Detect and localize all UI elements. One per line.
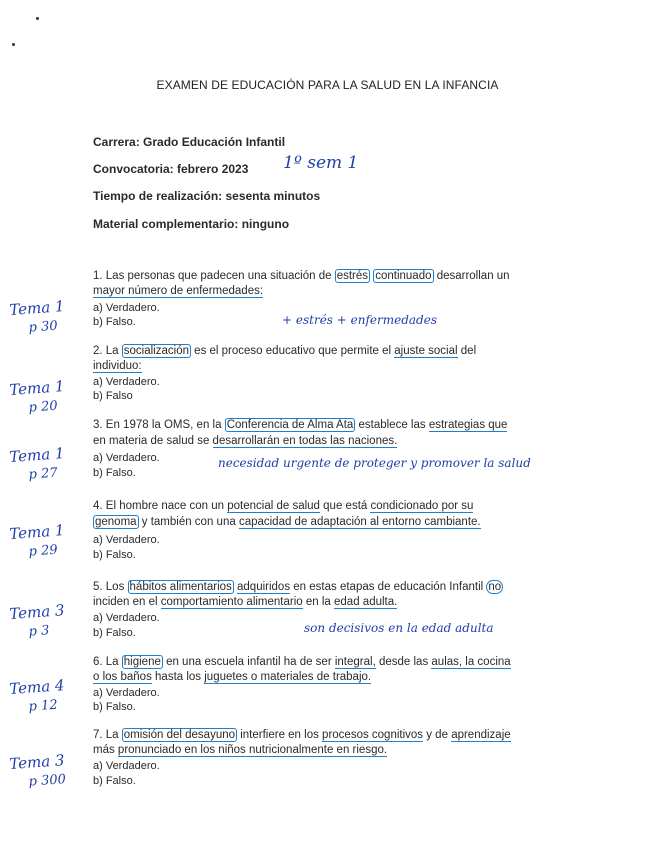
question-1-line-2: mayor número de enfermedades: (93, 285, 264, 297)
question-2-option-a[interactable]: a) Verdadero. (93, 376, 160, 388)
question-1-line-1: 1. Las personas que padecen una situación de estrés continuado desarrollan un (93, 270, 510, 282)
handwritten-note-q1: + estrés + enfermedades (282, 313, 437, 327)
highlight-habitos: hábitos alimentarios (129, 581, 232, 593)
question-5-option-a[interactable]: a) Verdadero. (93, 612, 160, 624)
question-4-option-b[interactable]: b) Falso. (93, 549, 136, 561)
exam-title: EXAMEN DE EDUCACIÓN PARA LA SALUD EN LA INFANCIA (156, 78, 499, 92)
handwritten-note-q5: son decisivos en la edad adulta (304, 621, 494, 635)
question-6-line-2: o los baños hasta los juguetes o materiales de trabajo. (93, 671, 372, 683)
question-3-line-1: 3. En 1978 la OMS, en la Conferencia de Alma Ata establece las estrategias que (93, 419, 508, 431)
highlight-estres: estrés (336, 270, 369, 282)
meta-carrera: Carrera: Grado Educación Infantil (93, 135, 286, 149)
question-7-option-b[interactable]: b) Falso. (93, 775, 136, 787)
question-7-option-a[interactable]: a) Verdadero. (93, 760, 160, 772)
question-4-option-a[interactable]: a) Verdadero. (93, 534, 160, 546)
question-1-option-a[interactable]: a) Verdadero. (93, 302, 160, 314)
question-7-line-1: 7. La omisión del desayuno interfiere en los procesos cognitivos y de aprendizaje (93, 729, 511, 741)
highlight-alma-ata: Conferencia de Alma Ata (226, 419, 354, 431)
scan-speck (12, 43, 15, 46)
highlight-socializacion: socialización (123, 345, 189, 357)
highlight-higiene: higiene (123, 656, 161, 668)
question-3-line-2: en materia de salud se desarrollarán en todas las naciones. (93, 435, 398, 447)
question-3-option-b[interactable]: b) Falso. (93, 467, 136, 479)
question-7-line-2: más pronunciado en los niños nutricionalmente en riesgo. (93, 744, 388, 756)
question-6-line-1: 6. La higiene en una escuela infantil ha de ser integral, desde las aulas, la cocina (93, 656, 511, 668)
highlight-omision-desayuno: omisión del desayuno (123, 729, 236, 741)
scan-speck (36, 17, 39, 20)
question-5-line-1: 5. Los hábitos alimentarios adquiridos en estas etapas de educación Infantil no (93, 581, 502, 593)
margin-note-q4: Tema 1 p 29 (8, 521, 66, 560)
meta-tiempo: Tiempo de realización: sesenta minutos (93, 189, 321, 203)
handwritten-note-q3: necesidad urgente de proteger y promover la salud (218, 456, 531, 470)
margin-note-q1: Tema 1 p 30 (8, 297, 66, 336)
question-6-option-b[interactable]: b) Falso. (93, 701, 136, 713)
handwritten-semester-note: 1º sem 1 (283, 153, 359, 173)
margin-note-q6: Tema 4 p 12 (8, 676, 66, 715)
question-6-option-a[interactable]: a) Verdadero. (93, 687, 160, 699)
highlight-genoma: genoma (95, 516, 137, 528)
margin-note-q7: Tema 3 p 300 (8, 751, 67, 790)
question-2-line-1: 2. La socialización es el proceso educativo que permite el ajuste social del (93, 345, 477, 357)
highlight-no: no (488, 581, 502, 593)
margin-note-q5: Tema 3 p 3 (8, 601, 66, 640)
meta-material: Material complementario: ninguno (93, 217, 290, 231)
question-3-option-a[interactable]: a) Verdadero. (93, 452, 160, 464)
margin-note-q2: Tema 1 p 20 (8, 377, 66, 416)
question-4-line-2: genoma y también con una capacidad de adaptación al entorno cambiante. (95, 516, 481, 528)
highlight-continuado: continuado (375, 270, 432, 282)
question-2-option-b[interactable]: b) Falso (93, 390, 133, 402)
question-5-option-b[interactable]: b) Falso. (93, 627, 136, 639)
question-4-line-1: 4. El hombre nace con un potencial de salud que está condicionado por su (93, 500, 474, 512)
question-1-option-b[interactable]: b) Falso. (93, 316, 136, 328)
question-5-line-2: inciden en el comportamiento alimentario en la edad adulta. (93, 596, 398, 608)
question-2-line-2: individuo: (93, 360, 142, 372)
margin-note-q3: Tema 1 p 27 (8, 444, 66, 483)
meta-convocatoria: Convocatoria: febrero 2023 (93, 162, 249, 176)
